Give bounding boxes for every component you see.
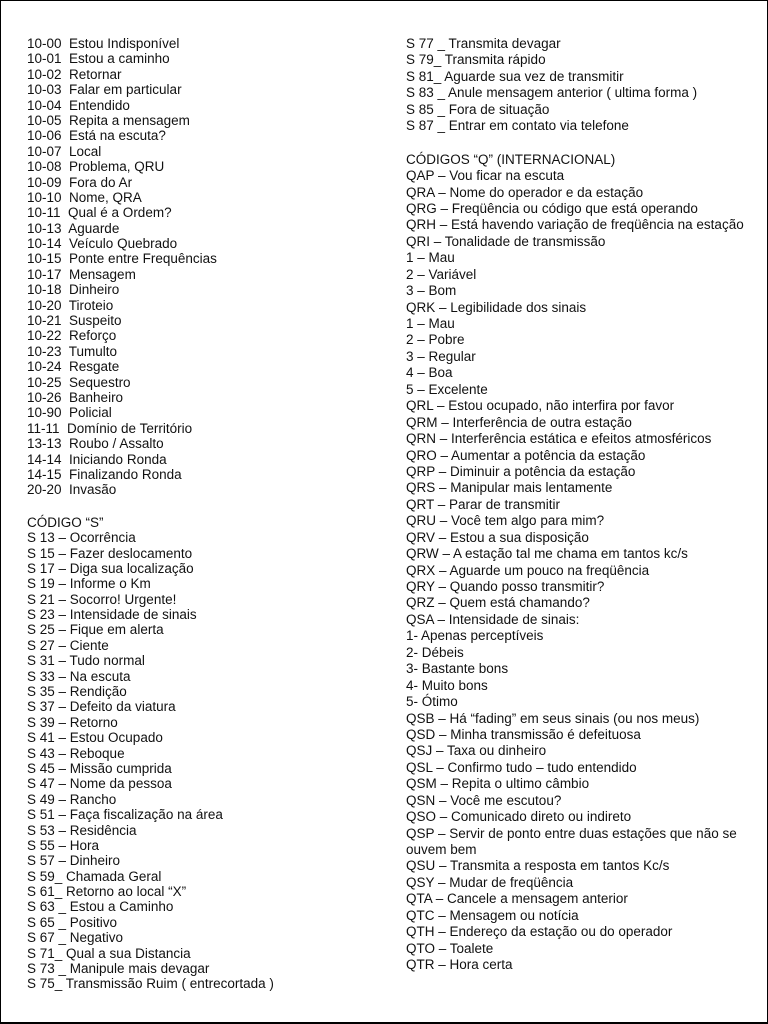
list-item: S 63 _ Estou a Caminho [27, 899, 174, 915]
s-codes-heading: CÓDIGO “S” [27, 514, 104, 530]
list-item: 10-00 Estou Indisponível [27, 36, 180, 51]
list-item: S 53 – Residência [27, 822, 137, 838]
list-item: 3- Bastante bons [406, 661, 509, 677]
list-item: QRO – Aumentar a potência da estação [406, 447, 646, 463]
list-item: QRT – Parar de transmitir [406, 496, 561, 512]
list-item: 10-15 Ponte entre Frequências [27, 251, 217, 267]
list-item: 10-02 Retornar [27, 66, 122, 82]
list-item: QSP – Servir de ponto entre duas estações que não se ouvem bem [406, 825, 737, 858]
list-item: 13-13 Roubo / Assalto [27, 436, 164, 452]
list-item: QRS – Manipular mais lentamente [406, 480, 613, 496]
list-item: S 35 – Rendição [27, 684, 127, 700]
list-item: S 49 – Rancho [27, 791, 117, 807]
list-item: S 13 – Ocorrência [27, 530, 136, 546]
list-item: QSL – Confirmo tudo – tudo entendido [406, 759, 637, 775]
list-item: QAP – Vou ficar na escuta [406, 168, 565, 184]
s-codes-continued-list [406, 36, 751, 135]
list-item: 10-05 Repita a mensagem [27, 112, 190, 128]
list-item: QSM – Repita o ultimo câmbio [406, 776, 590, 792]
list-item: S 87 _ Entrar em contato via telefone [406, 118, 629, 134]
list-item: S 41 – Estou Ocupado [27, 730, 163, 746]
list-item: S 77 _ Transmita devagar [406, 36, 561, 51]
list-item: QRL – Estou ocupado, não interfira por favor [406, 398, 675, 414]
list-item: S 45 – Missão cumprida [27, 760, 172, 776]
list-item: S 25 – Fique em alerta [27, 622, 164, 638]
list-item: QRH – Está havendo variação de freqüência na estação [406, 217, 744, 233]
list-item: 10-01 Estou a caminho [27, 51, 170, 67]
list-item: 10-18 Dinheiro [27, 282, 120, 298]
list-item: 2 – Pobre [406, 332, 465, 348]
list-item: QRA – Nome do operador e da estação [406, 184, 644, 200]
list-item: 4 – Boa [406, 365, 453, 381]
list-item: S 81_ Aguarde sua vez de transmitir [406, 68, 624, 84]
list-item: 14-14 Iniciando Ronda [27, 451, 167, 467]
list-item: 10-26 Banheiro [27, 389, 124, 405]
list-item: 10-13 Aguarde [27, 220, 120, 236]
list-item: QRU – Você tem algo para mim? [406, 513, 605, 529]
list-item: QRI – Tonalidade de transmissão [406, 233, 606, 249]
list-item: S 85 _ Fora de situação [406, 101, 550, 117]
list-item: S 79_ Transmita rápido [406, 52, 546, 68]
list-item: QTR – Hora certa [406, 957, 513, 973]
list-item: S 43 – Reboque [27, 745, 125, 761]
list-item: QSU – Transmita a resposta em tantos Kc/s [406, 858, 670, 874]
list-item: QSD – Minha transmissão é defeituosa [406, 726, 641, 742]
list-item: S 23 – Intensidade de sinais [27, 607, 197, 623]
list-item: QRW – A estação tal me chama em tantos kc/s [406, 546, 688, 562]
list-item: QRP – Diminuir a potência da estação [406, 463, 636, 479]
list-item: 10-06 Está na escuta? [27, 128, 166, 144]
list-item: 10-11 Qual é a Ordem? [27, 205, 172, 221]
list-item: S 59_ Chamada Geral [27, 868, 162, 884]
left-column [27, 36, 387, 992]
section-gap [27, 498, 387, 515]
list-item: 10-09 Fora do Ar [27, 174, 133, 190]
list-item: S 83 _ Anule mensagem anterior ( ultima forma ) [406, 85, 698, 101]
list-item: QRG – Freqüência ou código que está operando [406, 200, 698, 216]
list-item: 10-07 Local [27, 143, 102, 159]
list-item: S 39 – Retorno [27, 714, 118, 730]
list-item: S 71_ Qual a sua Distancia [27, 945, 191, 961]
list-item: 1- Apenas perceptíveis [406, 628, 544, 644]
list-item: S 33 – Na escuta [27, 668, 131, 684]
list-item: 5- Ótimo [406, 694, 458, 710]
list-item: S 27 – Ciente [27, 637, 109, 653]
list-item: QSN – Você me escutou? [406, 792, 562, 808]
list-item: QTA – Cancele a mensagem anterior [406, 891, 628, 907]
q-codes-section [406, 152, 751, 974]
list-item: S 55 – Hora [27, 837, 100, 853]
list-item: S 67 _ Negativo [27, 930, 124, 946]
list-item: QSA – Intensidade de sinais: [406, 611, 580, 627]
list-item: QRK – Legibilidade dos sinais [406, 299, 587, 315]
list-item: 5 – Excelente [406, 381, 488, 397]
s-codes-list [27, 530, 387, 992]
list-item: 10-04 Entendido [27, 97, 130, 113]
list-item: 14-15 Finalizando Ronda [27, 466, 182, 482]
list-item: S 51 – Faça fiscalização na área [27, 807, 223, 823]
list-item: 10-17 Mensagem [27, 266, 136, 282]
list-item: 20-20 Invasão [27, 482, 117, 498]
list-item: QSO – Comunicado direto ou indireto [406, 809, 632, 825]
list-item: QRY – Quando posso transmitir? [406, 579, 605, 595]
list-item: S 37 – Defeito da viatura [27, 699, 176, 715]
list-item: 1 – Mau [406, 250, 455, 266]
list-item: 10-22 Reforço [27, 328, 117, 344]
list-item: 10-08 Problema, QRU [27, 159, 165, 175]
list-item: QTC – Mensagem ou notícia [406, 907, 579, 923]
list-item: QRM – Interferência de outra estação [406, 414, 632, 430]
ten-codes-list [27, 36, 387, 498]
list-item: 10-20 Tiroteio [27, 297, 114, 313]
list-item: 2- Débeis [406, 644, 464, 660]
list-item: 10-21 Suspeito [27, 313, 122, 329]
list-item: QRZ – Quem está chamando? [406, 595, 590, 611]
list-item: 10-14 Veículo Quebrado [27, 236, 178, 252]
list-item: S 61_ Retorno ao local “X” [27, 884, 187, 900]
list-item: S 19 – Informe o Km [27, 576, 151, 592]
list-item: S 57 – Dinheiro [27, 853, 121, 869]
list-item: 10-10 Nome, QRA [27, 189, 142, 205]
list-item: QTO – Toalete [406, 940, 494, 956]
q-codes-list [406, 168, 751, 973]
list-item: QRX – Aguarde um pouco na freqüência [406, 562, 650, 578]
list-item: 1 – Mau [406, 316, 455, 332]
list-item: QSJ – Taxa ou dinheiro [406, 743, 547, 759]
list-item: S 65 _ Positivo [27, 914, 118, 930]
q-codes-heading: CÓDIGOS “Q” (INTERNACIONAL) [406, 151, 616, 167]
list-item: 10-25 Sequestro [27, 374, 131, 390]
list-item: S 73 _ Manipule mais devagar [27, 961, 210, 977]
list-item: 3 – Regular [406, 348, 476, 364]
list-item: QTH – Endereço da estação ou do operador [406, 924, 673, 940]
list-item: QSB – Há “fading” em seus sinais (ou nos meus) [406, 710, 700, 726]
list-item: QRV – Estou a sua disposição [406, 529, 589, 545]
list-item: S 21 – Socorro! Urgente! [27, 591, 177, 607]
list-item: S 75_ Transmissão Ruim ( entrecortada ) [27, 976, 274, 992]
list-item: 10-90 Policial [27, 405, 112, 421]
right-column [406, 36, 751, 974]
list-item: 2 – Variável [406, 266, 477, 282]
list-item: 3 – Bom [406, 283, 457, 299]
list-item: 10-03 Falar em particular [27, 82, 182, 98]
list-item: S 17 – Diga sua localização [27, 560, 194, 576]
list-item: S 47 – Nome da pessoa [27, 776, 172, 792]
list-item: S 31 – Tudo normal [27, 653, 145, 669]
list-item: 11-11 Domínio de Território [27, 420, 193, 436]
list-item: 4- Muito bons [406, 677, 488, 693]
list-item: QSY – Mudar de freqüência [406, 874, 574, 890]
list-item: 10-23 Tumulto [27, 343, 118, 359]
list-item: S 15 – Fazer deslocamento [27, 545, 193, 561]
list-item: QRN – Interferência estática e efeitos atmosféricos [406, 431, 712, 447]
list-item: 10-24 Resgate [27, 359, 120, 375]
